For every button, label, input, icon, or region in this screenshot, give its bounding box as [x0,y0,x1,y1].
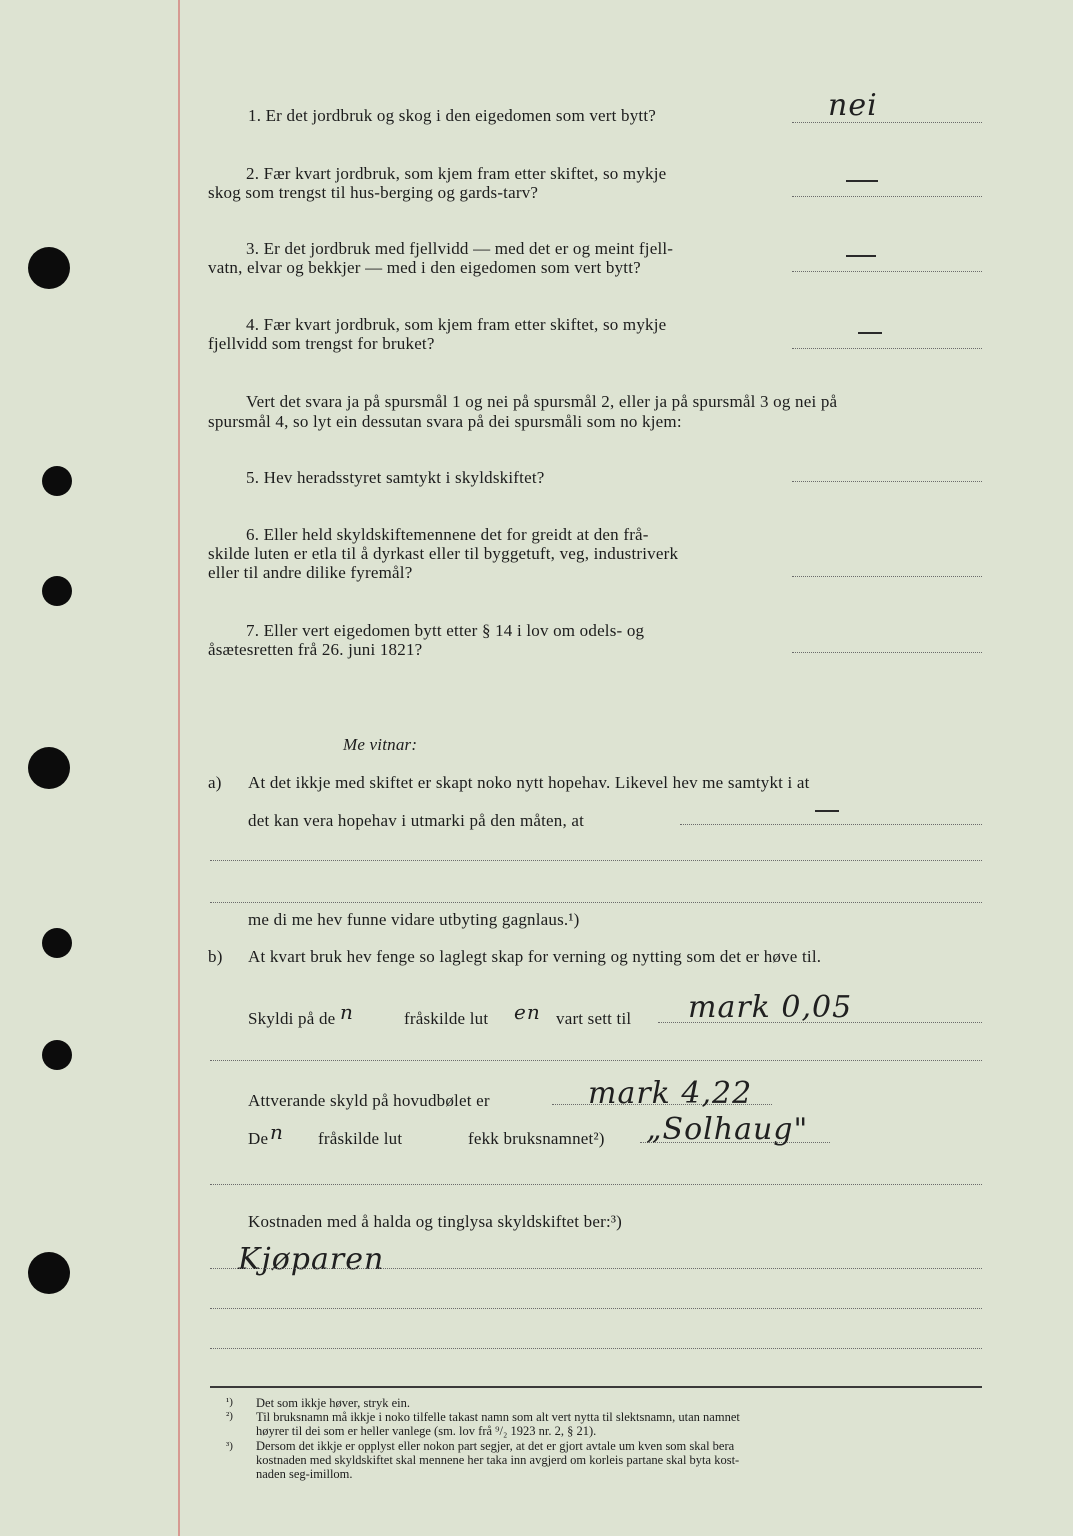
punch-hole [28,1252,70,1294]
kostnad-line-3 [210,1348,982,1349]
question-3-line-2: vatn, elvar og bekkjer — med i den eigedomen som vert bytt? [208,258,641,277]
answer-line-6 [792,576,982,577]
skyld-handwritten-suffix-2: en [514,1000,541,1024]
hopehav-line-1 [680,824,982,825]
margin-rule [178,0,180,1536]
answer-line-7 [792,652,982,653]
witness-b-line: At kvart bruk hev fenge so laglegt skap for verning og nytting som det er høve til. [248,947,822,966]
question-4-line-1: 4. Fær kvart jordbruk, som kjem fram etter skiftet, so mykje [246,315,667,334]
footnote-3-line-3: naden seg-imillom. [256,1467,353,1481]
answer-3-dash [846,255,876,257]
footnote-3-line-1: Dersom det ikkje er opplyst eller nokon part segjer, at det er gjort avtale um kven som skal bera [256,1439,735,1453]
hovudbol-label: Attverande skyld på hovudbølet er [248,1091,490,1110]
intro-line-1: Vert det svara ja på spursmål 1 og nei på spursmål 2, eller ja på spursmål 3 og nei på [246,392,838,411]
punch-hole [28,247,70,289]
brukname-line-2 [210,1184,982,1185]
brukname-value-handwritten: „Solhaug" [646,1112,809,1147]
hopehav-dash [815,810,839,812]
footnote-separator [210,1386,982,1388]
punch-hole [42,1040,72,1070]
question-7-line-1: 7. Eller vert eigedomen bytt etter § 14 i lov om odels- og [246,621,645,640]
skyld-line-2 [210,1060,982,1061]
kostnad-value-handwritten: Kjøparen [238,1242,385,1277]
answer-line-5 [792,481,982,482]
question-2-line-1: 2. Fær kvart jordbruk, som kjem fram etter skiftet, so mykje [246,164,667,183]
hovudbol-value-handwritten: mark 4,22 [588,1076,753,1111]
question-3-line-1: 3. Er det jordbruk med fjellvidd — med det er og meint fjell- [246,239,674,258]
answer-2-dash [846,180,878,182]
punch-hole [28,747,70,789]
punch-hole [42,466,72,496]
footnote-2-line-1: Til bruksnamn må ikkje i noko tilfelle takast namn som alt vert nytta til slektsnamn, utan namnet [256,1410,740,1424]
question-1: 1. Er det jordbruk og skog i den eigedomen som vert bytt? [248,106,656,125]
question-5: 5. Hev heradsstyret samtykt i skyldskiftet? [246,468,545,487]
witness-heading: Me vitnar: [343,735,418,754]
witness-a-line-3: me di me hev funne vidare utbyting gagnlaus.¹) [248,910,580,929]
question-2-line-2: skog som trengst til hus-berging og gards-tarv? [208,183,539,202]
question-7-line-2: åsætesretten frå 26. juni 1821? [208,640,423,659]
witness-a-line-1: At det ikkje med skiftet er skapt noko nytt hopehav. Likevel hev me samtykt i at [248,773,810,792]
skyld-label: Skyldi på de [248,1009,336,1028]
footnote-1-marker: ¹) [226,1396,233,1408]
footnote-2-line-2: høyrer til dei som er heller vanlege (sm. lov frå ⁹/₂ 1923 nr. 2, § 21). [256,1424,597,1438]
answer-4-dash [858,332,882,334]
question-6-line-3: eller til andre dilike fyremål? [208,563,413,582]
answer-line-1 [792,122,982,123]
brukname-label-2: fråskilde lut [318,1129,403,1148]
skyld-label-3: vart sett til [556,1009,632,1028]
answer-1-handwritten: nei [828,88,878,123]
brukname-label-3: fekk bruksnamnet²) [468,1129,605,1148]
brukname-handwritten-suffix: n [270,1120,284,1144]
witness-b-label: b) [208,947,223,966]
witness-a-line-2: det kan vera hopehav i utmarki på den måten, at [248,811,585,830]
question-6-line-2: skilde luten er etla til å dyrkast eller til byggetuft, veg, industriverk [208,544,679,563]
question-4-line-2: fjellvidd som trengst for bruket? [208,334,435,353]
kostnad-line-1 [210,1268,982,1269]
skyld-handwritten-suffix-1: n [340,1000,354,1024]
question-6-line-1: 6. Eller held skyldskiftemennene det for greidt at den frå- [246,525,649,544]
brukname-label-1: De [248,1129,269,1148]
kostnad-label: Kostnaden med å halda og tinglysa skyldskiftet ber:³) [248,1212,623,1231]
punch-hole [42,576,72,606]
footnote-1: Det som ikkje høver, stryk ein. [256,1396,410,1410]
answer-line-4 [792,348,982,349]
witness-a-label: a) [208,773,222,792]
answer-line-2 [792,196,982,197]
hopehav-line-3 [210,902,982,903]
skyld-label-2: fråskilde lut [404,1009,489,1028]
footnote-3-marker: ³) [226,1440,233,1452]
footnote-3-line-2: kostnaden med skyldskiftet skal mennene her taka inn avgjerd om korleis partane skal byta kost- [256,1453,740,1467]
intro-line-2: spursmål 4, so lyt ein dessutan svara på dei spursmåli som no kjem: [208,412,682,431]
punch-hole [42,928,72,958]
kostnad-line-2 [210,1308,982,1309]
answer-line-3 [792,271,982,272]
hopehav-line-2 [210,860,982,861]
skyld-value-handwritten: mark 0,05 [688,990,853,1025]
footnote-2-marker: ²) [226,1410,233,1422]
